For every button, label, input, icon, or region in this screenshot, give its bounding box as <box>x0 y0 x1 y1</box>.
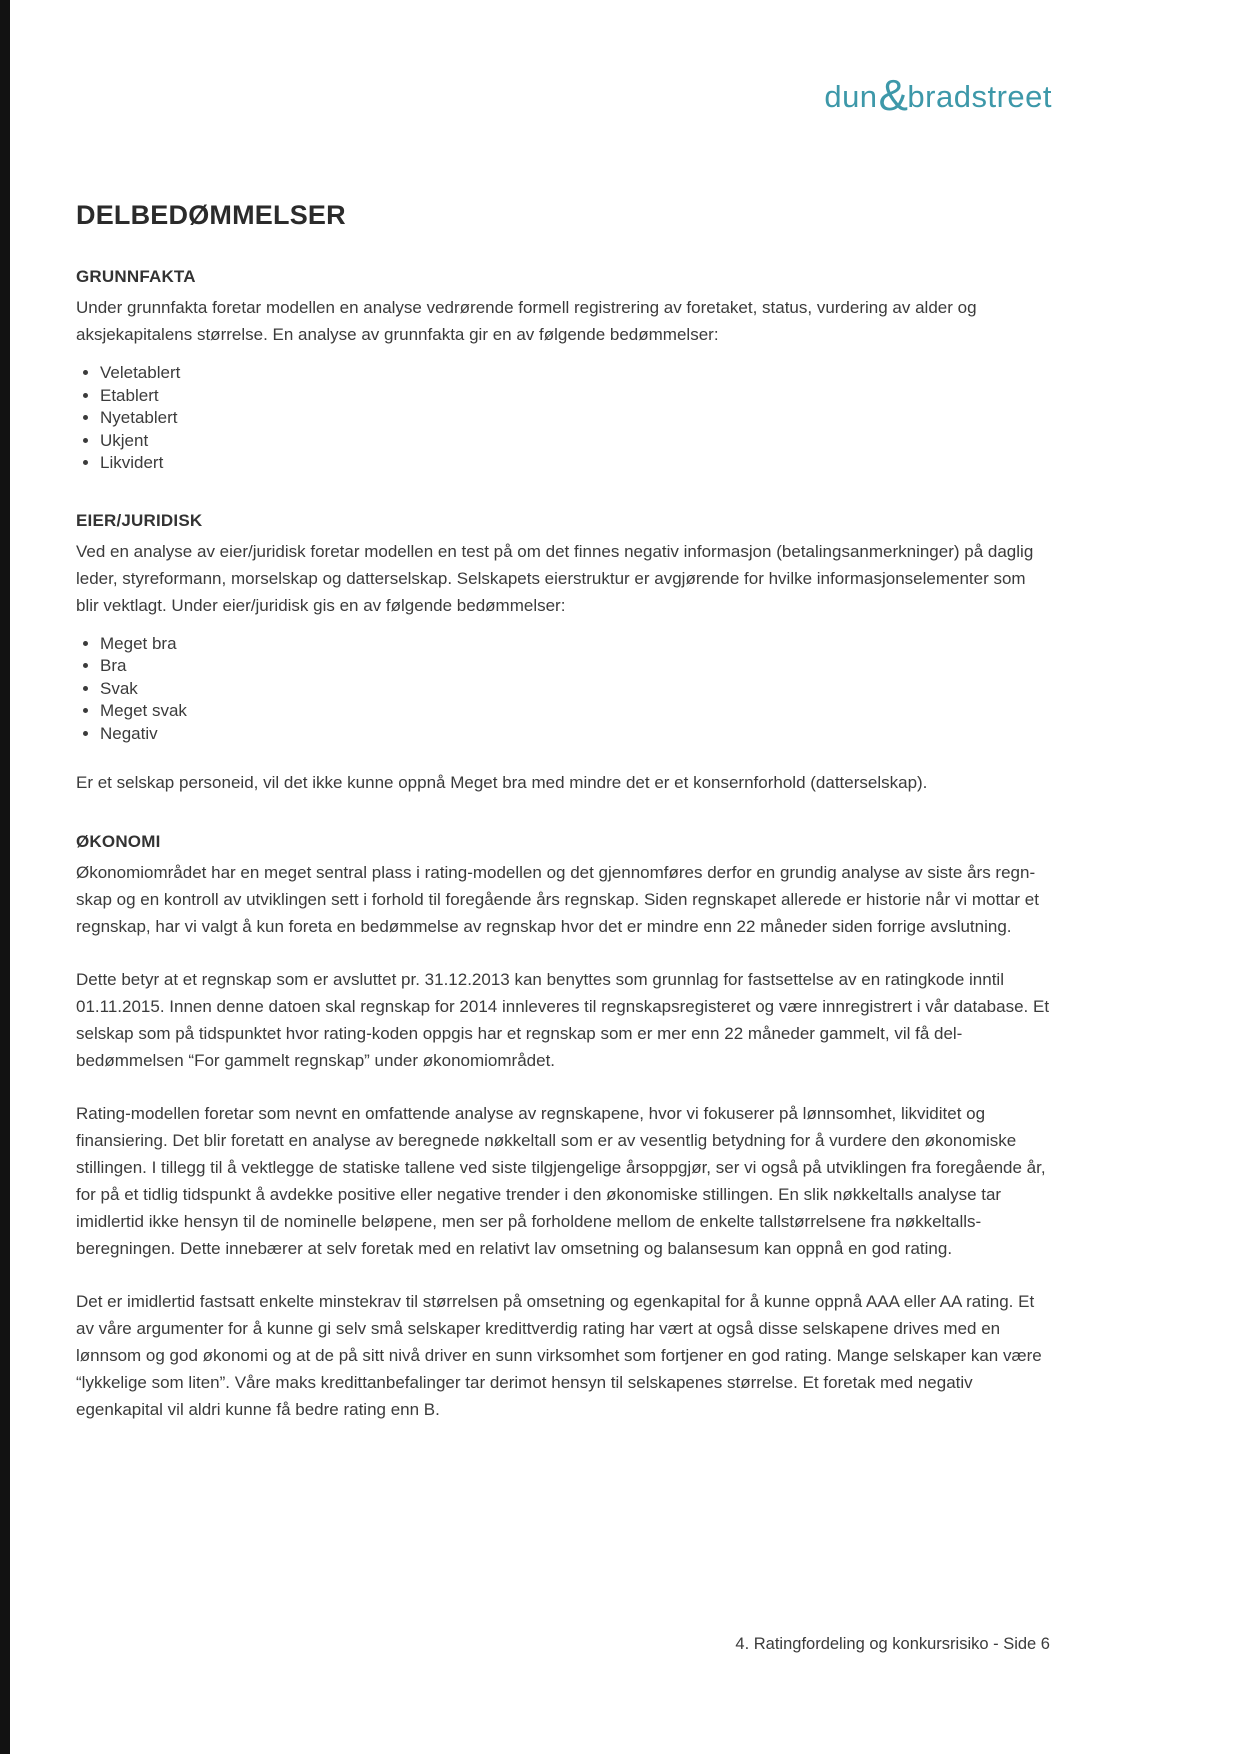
page-edge-strip <box>0 0 10 1754</box>
logo-text-bradstreet: bradstreet <box>907 79 1052 114</box>
bullet-item: • Likvidert <box>100 452 1052 475</box>
dun-bradstreet-logo <box>76 70 1052 120</box>
okonomi-paragraph-2: Dette betyr at et regnskap som er avsluttet pr. 31.12.2013 kan benyttes som grunnlag for fastsettelse av en ratingkode inntil 01.11.2015. Innen denne datoen skal regnskap for 2014 innleveres til regnskapsregisteret og være innregistrert i vår database. Et selskap som på tidspunktet hvor rating-koden oppgis har et regnskap som er mer enn 22 måneder gammelt, vil få del- bedømmelsen “For gammelt regnskap” under økonomiområdet. <box>76 970 1050 1070</box>
bullet-item: • Svak <box>100 678 1052 701</box>
okonomi-paragraph-4: Det er imidlertid fastsatt enkelte minstekrav til størrelsen på omsetning og egenkapital for å kunne oppnå AAA eller AA rating. Et av våre argumenter for å kunne gi selv små selskaper kredittverdig rating har vært at også disse selskapene drives med en lønnsom og god økonomi og at de på sitt nivå driver en sunn virksomhet som fortjener en god rating. Mange selskaper kan være “lykkelige som liten”. Våre maks kredittanbefalinger tar derimot hensyn til selskapenes størrelse. Et foretak med negativ egenkapital vil aldri kunne få bedre rating enn B. <box>76 1292 1042 1419</box>
document-page <box>76 0 1052 1449</box>
section-heading-okonomi: ØKONOMI <box>76 832 161 851</box>
section-heading-eier-juridisk: EIER/JURIDISK <box>76 510 203 530</box>
bullet-item: • Negativ <box>100 723 1052 746</box>
bullet-item: • Nyetablert <box>100 407 1052 430</box>
bullet-item: • Meget svak <box>100 700 1052 723</box>
okonomi-paragraph-1: Økonomiområdet har en meget sentral plass i rating-modellen og det gjennomføres derfor en grundig analyse av siste års regn- skap og en kontroll av utviklingen sett i forhold til foregående års regnskap. Siden regnskapet allerede er historie når vi mottar et regnskap, har vi valgt å kun foreta en bedømmelse av regnskap hvor det er mindre enn 22 måneder siden forrige avslutning. <box>76 863 1039 936</box>
logo-text-dun: dun <box>824 79 878 114</box>
section-okonomi <box>76 832 1052 1423</box>
section-note-eier-juridisk: Er et selskap personeid, vil det ikke kunne oppnå Meget bra med mindre det er et konsernforhold (datterselskap). <box>76 773 928 792</box>
section-heading-grunnfakta: GRUNNFAKTA <box>76 267 196 286</box>
bullet-item: • Veletablert <box>100 362 1052 385</box>
section-intro-grunnfakta: Under grunnfakta foretar modellen en analyse vedrørende formell registrering av foretaket, status, vurdering av alder og aksjekapitalens størrelse. En analyse av grunnfakta gir en av følgende bedømmelser: <box>76 298 977 344</box>
bullet-item: • Etablert <box>100 385 1052 408</box>
okonomi-paragraph-3: Rating-modellen foretar som nevnt en omfattende analyse av regnskapene, hvor vi fokuserer på lønnsomhet, likviditet og finansiering. Det blir foretatt en analyse av beregnede nøkkeltall som er av vesentlig betydning for å vurdere den økonomiske stillingen. I tillegg til å vektlegge de statiske tallene ved siste tilgjengelige årsoppgjør, ser vi også på utviklingen fra foregående år, for på et tidlig tidspunkt å avdekke positive eller negative trender i den økonomiske stillingen. En slik nøkkeltalls analyse tar imidlertid ikke hensyn til de nominelle beløpene, men ser på forholdene mellom de enkelte tallstørrelsene fra nøkkeltalls- beregningen. Dette innebærer at selv foretak med en relativt lav omsetning og balansesum kan oppnå en god rating. <box>76 1104 1046 1258</box>
section-grunnfakta <box>76 267 1052 475</box>
bullet-item: • Ukjent <box>100 430 1052 453</box>
page-footer: 4. Ratingfordeling og konkursrisiko - Side 6 <box>735 1635 1050 1653</box>
bullet-item: • Meget bra <box>100 633 1052 656</box>
bullet-item: • Bra <box>100 655 1052 678</box>
page-title: DELBEDØMMELSER <box>76 200 346 230</box>
logo-ampersand-icon: & <box>878 71 909 120</box>
bullet-list-eier-juridisk <box>76 633 1052 746</box>
section-eier-juridisk <box>76 511 1052 797</box>
section-intro-eier-juridisk: Ved en analyse av eier/juridisk foretar modellen en test på om det finnes negativ informasjon (betalingsanmerkninger) på daglig leder, styreformann, morselskap og datterselskap. Selskapets eierstruktur er avgjørende for hvilke informasjonselementer som blir vektlagt. Under eier/juridisk gis en av følgende bedømmelser: <box>76 541 1034 615</box>
bullet-list-grunnfakta <box>76 362 1052 475</box>
